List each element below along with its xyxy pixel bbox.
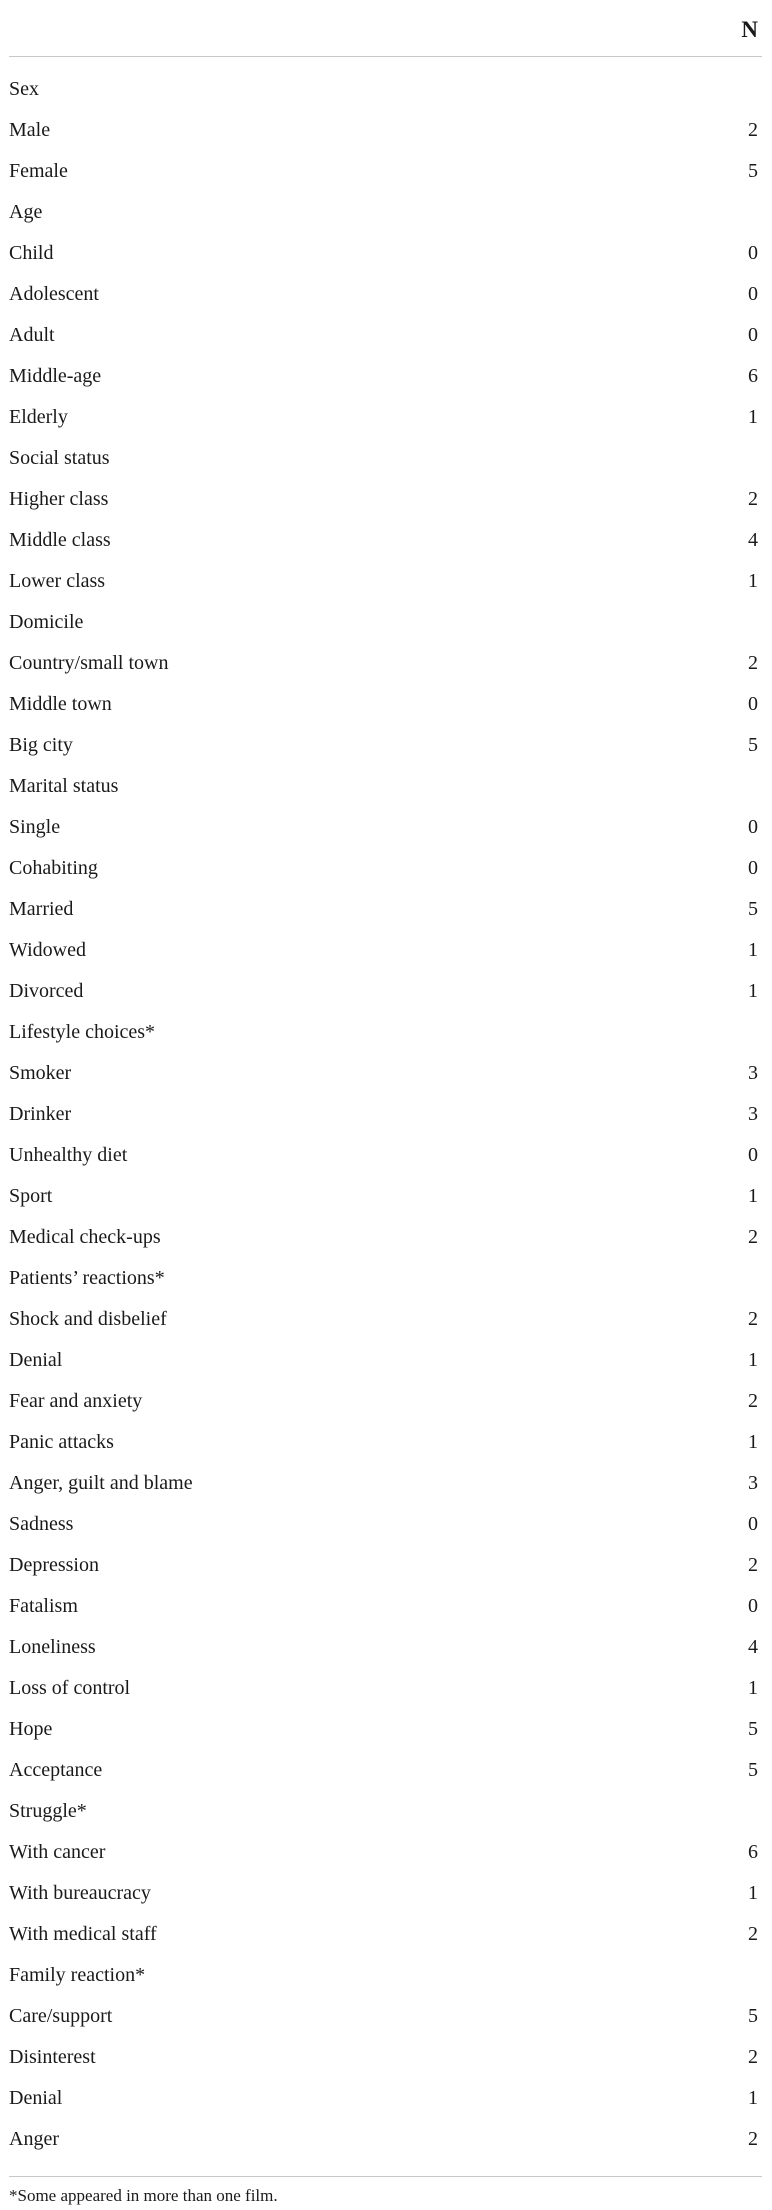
row-label: Panic attacks <box>9 1431 114 1453</box>
table-row <box>9 1422 762 1463</box>
row-value: 1 <box>748 1349 758 1371</box>
row-value: 1 <box>748 570 758 592</box>
row-label: Single <box>9 816 61 838</box>
row-value: 5 <box>748 160 758 182</box>
table-row <box>9 766 762 807</box>
table-body <box>9 57 762 2160</box>
row-value: 1 <box>748 1431 758 1453</box>
row-value: 2 <box>748 119 758 141</box>
row-label: Drinker <box>9 1103 72 1125</box>
row-value: 5 <box>748 2005 758 2027</box>
table-row <box>9 848 762 889</box>
row-value: 3 <box>748 1062 758 1084</box>
table-row <box>9 889 762 930</box>
data-table <box>9 0 762 2160</box>
table-row <box>9 1750 762 1791</box>
table-row <box>9 1012 762 1053</box>
row-value: 6 <box>748 1841 758 1863</box>
table-row <box>9 1832 762 1873</box>
table-row <box>9 2078 762 2119</box>
table-row <box>9 643 762 684</box>
table-row <box>9 1176 762 1217</box>
row-label: With cancer <box>9 1841 106 1863</box>
row-label: Anger <box>9 2128 59 2150</box>
table-row <box>9 479 762 520</box>
row-label: Higher class <box>9 488 109 510</box>
table-row <box>9 1258 762 1299</box>
table-footnote: *Some appeared in more than one film. <box>9 2186 278 2205</box>
row-label: Elderly <box>9 406 68 428</box>
row-value: 5 <box>748 1718 758 1740</box>
table-row <box>9 1053 762 1094</box>
row-value: 0 <box>748 857 758 879</box>
row-label: Smoker <box>9 1062 72 1084</box>
row-value: 3 <box>748 1472 758 1494</box>
table-row <box>9 274 762 315</box>
table-row <box>9 602 762 643</box>
row-value: 2 <box>748 1308 758 1330</box>
row-value: 2 <box>748 1554 758 1576</box>
row-value: 2 <box>748 652 758 674</box>
row-label: Female <box>9 160 68 182</box>
row-value: 2 <box>748 1390 758 1412</box>
table-row <box>9 1873 762 1914</box>
row-value: 2 <box>748 1226 758 1248</box>
row-label: Sex <box>9 78 39 100</box>
row-label: With bureaucracy <box>9 1882 151 1904</box>
table-row <box>9 1668 762 1709</box>
row-value: 4 <box>748 1636 758 1658</box>
table-row <box>9 1586 762 1627</box>
table-row <box>9 438 762 479</box>
row-label: Domicile <box>9 611 84 633</box>
row-label: Lifestyle choices* <box>9 1021 156 1043</box>
table-row <box>9 1791 762 1832</box>
table-row <box>9 1463 762 1504</box>
row-value: 5 <box>748 898 758 920</box>
row-label: Adult <box>9 324 55 346</box>
row-value: 4 <box>748 529 758 551</box>
table-row <box>9 315 762 356</box>
row-value: 0 <box>748 283 758 305</box>
row-label: Unhealthy diet <box>9 1144 128 1166</box>
row-value: 0 <box>748 816 758 838</box>
row-label: Social status <box>9 447 110 469</box>
row-label: Fatalism <box>9 1595 78 1617</box>
table-row <box>9 151 762 192</box>
row-value: 5 <box>748 1759 758 1781</box>
table-row <box>9 520 762 561</box>
row-label: Loneliness <box>9 1636 96 1658</box>
table-row <box>9 725 762 766</box>
row-label: Marital status <box>9 775 119 797</box>
row-label: Sport <box>9 1185 53 1207</box>
row-label: Depression <box>9 1554 99 1576</box>
table-row <box>9 684 762 725</box>
row-value: 1 <box>748 980 758 1002</box>
table-row <box>9 1709 762 1750</box>
row-label: Married <box>9 898 74 920</box>
row-label: With medical staff <box>9 1923 157 1945</box>
row-label: Age <box>9 201 43 223</box>
row-label: Child <box>9 242 54 264</box>
table-row <box>9 2119 762 2160</box>
row-value: 2 <box>748 488 758 510</box>
row-label: Cohabiting <box>9 857 98 879</box>
table-row <box>9 1545 762 1586</box>
row-label: Country/small town <box>9 652 169 674</box>
table-header <box>9 0 762 57</box>
table-row <box>9 397 762 438</box>
table-row <box>9 1135 762 1176</box>
row-label: Shock and disbelief <box>9 1308 167 1330</box>
table-row <box>9 1094 762 1135</box>
row-label: Family reaction* <box>9 1964 146 1986</box>
row-value: 2 <box>748 2128 758 2150</box>
table-row <box>9 1340 762 1381</box>
table-row <box>9 1504 762 1545</box>
row-label: Middle-age <box>9 365 102 387</box>
column-header-n: N <box>741 17 758 42</box>
table-row <box>9 1381 762 1422</box>
row-label: Adolescent <box>9 283 99 305</box>
row-label: Male <box>9 119 51 141</box>
row-label: Acceptance <box>9 1759 103 1781</box>
row-value: 0 <box>748 1513 758 1535</box>
row-label: Fear and anxiety <box>9 1390 143 1412</box>
row-value: 1 <box>748 1882 758 1904</box>
row-label: Denial <box>9 1349 63 1371</box>
table-row <box>9 233 762 274</box>
table-row <box>9 1299 762 1340</box>
row-value: 1 <box>748 1185 758 1207</box>
table-row <box>9 971 762 1012</box>
row-label: Divorced <box>9 980 84 1002</box>
row-value: 2 <box>748 1923 758 1945</box>
row-value: 0 <box>748 242 758 264</box>
row-label: Hope <box>9 1718 53 1740</box>
table-row <box>9 192 762 233</box>
row-label: Struggle* <box>9 1800 87 1822</box>
row-label: Lower class <box>9 570 106 592</box>
row-label: Middle town <box>9 693 112 715</box>
row-label: Denial <box>9 2087 63 2109</box>
row-label: Anger, guilt and blame <box>9 1472 193 1494</box>
row-value: 6 <box>748 365 758 387</box>
row-value: 1 <box>748 2087 758 2109</box>
row-label: Care/support <box>9 2005 113 2027</box>
table-bottom-rule <box>9 2176 762 2177</box>
table-row <box>9 561 762 602</box>
row-label: Middle class <box>9 529 111 551</box>
row-label: Widowed <box>9 939 86 961</box>
row-value: 1 <box>748 939 758 961</box>
row-label: Patients’ reactions* <box>9 1267 165 1289</box>
row-value: 5 <box>748 734 758 756</box>
row-value: 2 <box>748 2046 758 2068</box>
table-row <box>9 807 762 848</box>
row-value: 3 <box>748 1103 758 1125</box>
row-label: Big city <box>9 734 73 756</box>
table-row <box>9 1914 762 1955</box>
table-row <box>9 2037 762 2078</box>
table-row <box>9 1217 762 1258</box>
table-row <box>9 1627 762 1668</box>
row-value: 0 <box>748 693 758 715</box>
row-value: 0 <box>748 1144 758 1166</box>
row-label: Disinterest <box>9 2046 96 2068</box>
table-row <box>9 110 762 151</box>
row-label: Sadness <box>9 1513 74 1535</box>
table-row <box>9 356 762 397</box>
row-value: 0 <box>748 324 758 346</box>
table-row <box>9 1955 762 1996</box>
row-label: Medical check-ups <box>9 1226 161 1248</box>
table-row <box>9 69 762 110</box>
table-row <box>9 930 762 971</box>
row-value: 1 <box>748 1677 758 1699</box>
table-row <box>9 1996 762 2037</box>
row-label: Loss of control <box>9 1677 131 1699</box>
row-value: 1 <box>748 406 758 428</box>
row-value: 0 <box>748 1595 758 1617</box>
